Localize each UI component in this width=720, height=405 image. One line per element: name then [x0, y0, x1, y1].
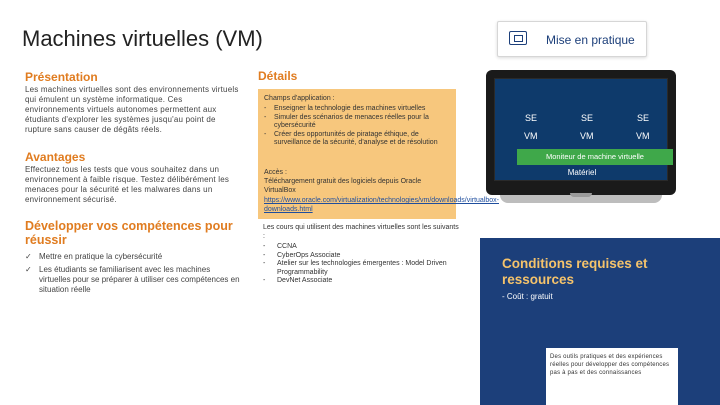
hardware-label: Matériel [567, 168, 597, 177]
presentation-heading: Présentation [25, 70, 98, 84]
vm-diagram [486, 70, 676, 220]
os-label-2: SE [581, 113, 594, 123]
list-item: - CyberOps Associate [263, 251, 341, 259]
avantages-heading: Avantages [25, 150, 86, 164]
monitor-screen [494, 78, 668, 181]
check-icon: ✓ [25, 265, 32, 274]
courses-list [263, 243, 461, 286]
list-item: - Créer des opportunités de piratage éthique, de surveillance de la sécurité, d'analyse et de résolution [264, 130, 438, 146]
practice-badge [497, 21, 647, 57]
requirements-panel [480, 238, 720, 405]
acces-text: Téléchargement gratuit des logiciels depuis Oracle VirtualBox [264, 178, 422, 194]
cost-item: - Coût : gratuit [502, 292, 553, 301]
competences-list [25, 252, 240, 298]
vm-label-2: VM [580, 131, 594, 141]
courses-label: Les cours qui utilisent des machines virtuelles sont les suivants : [263, 224, 459, 240]
details-box [258, 89, 499, 219]
list-item: - CCNA [263, 243, 297, 250]
presentation-text: Les machines virtuelles sont des environnements virtuels qui émulent un système informatique. Ces environnements virtuels autonomes permettent aux étudiants d'explorer les systèmes jusqu'au point de rupture sans causer de dégâts réels. [25, 85, 239, 134]
hypervisor-bar: Moniteur de machine virtuelle [517, 149, 673, 165]
monitor-frame [486, 70, 676, 195]
list-item: ✓ Les étudiants se familiarisent avec les machines virtuelles pour se préparer à utiliser ces compétences en situation réelle [25, 265, 240, 294]
list-item: ✓ Mettre en pratique la cybersécurité [25, 252, 163, 261]
requirements-title: Conditions requises et ressources [502, 256, 648, 287]
champs-list [264, 105, 452, 148]
os-label-3: SE [637, 113, 650, 123]
note-text: Des outils pratiques et des expériences réelles pour développer des compétences pas à pas et des connaissances [550, 354, 670, 376]
os-label-1: SE [525, 113, 538, 123]
champs-label: Champs d'application : [264, 95, 335, 102]
details-heading: Détails [258, 69, 298, 83]
check-icon: ✓ [25, 252, 32, 261]
badge-label: Mise en pratique [546, 33, 635, 47]
virtualbox-link[interactable]: https://www.oracle.com/virtualization/technologies/vm/downloads/virtualbox-downloads.html [264, 197, 499, 213]
list-item: - Simuler des scénarios de menaces réelles pour la cybersécurité [264, 113, 429, 129]
monitor-icon [509, 31, 527, 45]
list-item: - Enseigner la technologie des machines virtuelles [264, 105, 426, 112]
vm-label-3: VM [636, 131, 650, 141]
note-box [546, 348, 678, 405]
competences-heading: Développer vos compétences pour réussir [25, 219, 233, 247]
list-item: - Atelier sur les technologies émergentes : Model Driven Programmability [263, 260, 447, 276]
list-item: - DevNet Associate [263, 277, 333, 284]
avantages-text: Effectuez tous les tests que vous souhaitez dans un environnement à faible risque. Testez délibérément les menaces pour la sécurité et les malwares dans un environnement sécurisé. [25, 165, 230, 204]
vm-label-1: VM [524, 131, 538, 141]
page-title: Machines virtuelles (VM) [22, 26, 263, 51]
acces-label: Accès : [264, 169, 287, 176]
monitor-stand [500, 195, 662, 203]
